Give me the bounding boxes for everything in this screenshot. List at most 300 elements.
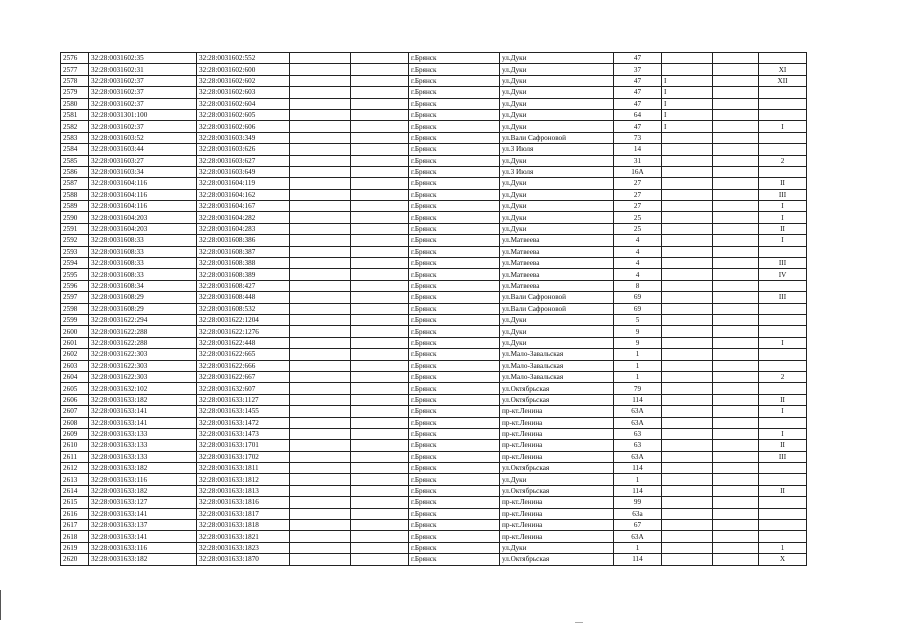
- cadastral-parcel-cell: 32:28:0031622:294: [89, 314, 197, 325]
- cadastral-object-cell: 32:28:0031633:1455: [197, 406, 290, 417]
- row-number-cell: 2598: [61, 303, 89, 314]
- street-cell: ул.Матвеева: [500, 246, 614, 257]
- blank-a-cell: [290, 87, 351, 98]
- street-cell: ул.Дуки: [500, 87, 614, 98]
- building-cell: [662, 223, 713, 234]
- blank-b-cell: [351, 269, 409, 280]
- cadastral-parcel-cell: 32:28:0031633:141: [89, 417, 197, 428]
- building-cell: [662, 292, 713, 303]
- house-cell: 1: [614, 474, 662, 485]
- cadastral-parcel-cell: 32:28:0031608:29: [89, 292, 197, 303]
- blank-b-cell: [351, 360, 409, 371]
- room-cell: III: [759, 258, 807, 269]
- blank-c-cell: [713, 326, 759, 337]
- city-cell: г.Брянск: [409, 109, 500, 120]
- blank-a-cell: [290, 508, 351, 519]
- blank-c-cell: [713, 64, 759, 75]
- room-cell: [759, 280, 807, 291]
- cadastral-parcel-cell: 32:28:0031602:37: [89, 87, 197, 98]
- blank-b-cell: [351, 406, 409, 417]
- city-cell: г.Брянск: [409, 463, 500, 474]
- house-cell: 8: [614, 280, 662, 291]
- building-cell: [662, 383, 713, 394]
- row-number-cell: 2616: [61, 508, 89, 519]
- row-number-cell: 2580: [61, 98, 89, 109]
- cadastral-object-cell: 32:28:0031633:1817: [197, 508, 290, 519]
- room-cell: I: [759, 428, 807, 439]
- cadastral-object-cell: 32:28:0031602:602: [197, 75, 290, 86]
- cadastral-object-cell: 32:28:0031602:552: [197, 53, 290, 64]
- building-cell: [662, 303, 713, 314]
- table-row: [61, 542, 807, 553]
- table-row: [61, 223, 807, 234]
- room-cell: X: [759, 554, 807, 565]
- table-row: [61, 144, 807, 155]
- room-cell: I: [759, 121, 807, 132]
- row-number-cell: 2595: [61, 269, 89, 280]
- room-cell: [759, 520, 807, 531]
- street-cell: ул.Дуки: [500, 542, 614, 553]
- city-cell: г.Брянск: [409, 75, 500, 86]
- row-number-cell: 2600: [61, 326, 89, 337]
- blank-b-cell: [351, 463, 409, 474]
- street-cell: ул.Вали Сафроновой: [500, 303, 614, 314]
- house-cell: 67: [614, 520, 662, 531]
- cadastral-object-cell: 32:28:0031622:667: [197, 371, 290, 382]
- room-cell: [759, 314, 807, 325]
- house-cell: 114: [614, 554, 662, 565]
- row-number-cell: 2614: [61, 485, 89, 496]
- building-cell: I: [662, 109, 713, 120]
- row-number-cell: 2612: [61, 463, 89, 474]
- blank-a-cell: [290, 258, 351, 269]
- street-cell: ул.Дуки: [500, 189, 614, 200]
- room-cell: III: [759, 189, 807, 200]
- blank-c-cell: [713, 53, 759, 64]
- cadastral-object-cell: 32:28:0031632:607: [197, 383, 290, 394]
- cadastral-parcel-cell: 32:28:0031602:35: [89, 53, 197, 64]
- city-cell: г.Брянск: [409, 258, 500, 269]
- row-number-cell: 2576: [61, 53, 89, 64]
- blank-a-cell: [290, 189, 351, 200]
- cadastral-object-cell: 32:28:0031622:1276: [197, 326, 290, 337]
- table-row: [61, 520, 807, 531]
- cadastral-parcel-cell: 32:28:0031608:33: [89, 235, 197, 246]
- room-cell: III: [759, 292, 807, 303]
- blank-c-cell: [713, 451, 759, 462]
- blank-c-cell: [713, 383, 759, 394]
- city-cell: г.Брянск: [409, 121, 500, 132]
- blank-b-cell: [351, 326, 409, 337]
- house-cell: 64: [614, 109, 662, 120]
- cadastral-parcel-cell: 32:28:0031602:31: [89, 64, 197, 75]
- building-cell: [662, 132, 713, 143]
- blank-c-cell: [713, 109, 759, 120]
- cadastral-parcel-cell: 32:28:0031604:203: [89, 212, 197, 223]
- row-number-cell: 2611: [61, 451, 89, 462]
- cadastral-object-cell: 32:28:0031608:386: [197, 235, 290, 246]
- cadastral-object-cell: 32:28:0031633:1702: [197, 451, 290, 462]
- cadastral-parcel-cell: 32:28:0031633:141: [89, 531, 197, 542]
- building-cell: I: [662, 121, 713, 132]
- house-cell: 73: [614, 132, 662, 143]
- street-cell: ул.Дуки: [500, 53, 614, 64]
- cadastral-parcel-cell: 32:28:0031604:116: [89, 178, 197, 189]
- blank-c-cell: [713, 337, 759, 348]
- cadastral-object-cell: 32:28:0031622:448: [197, 337, 290, 348]
- blank-b-cell: [351, 75, 409, 86]
- blank-c-cell: [713, 520, 759, 531]
- blank-b-cell: [351, 497, 409, 508]
- blank-a-cell: [290, 166, 351, 177]
- cadastral-parcel-cell: 32:28:0031608:34: [89, 280, 197, 291]
- building-cell: [662, 201, 713, 212]
- city-cell: г.Брянск: [409, 64, 500, 75]
- cadastral-object-cell: 32:28:0031602:604: [197, 98, 290, 109]
- house-cell: 25: [614, 212, 662, 223]
- blank-a-cell: [290, 144, 351, 155]
- cadastral-parcel-cell: 32:28:0031633:182: [89, 554, 197, 565]
- city-cell: г.Брянск: [409, 554, 500, 565]
- building-cell: [662, 463, 713, 474]
- street-cell: пр-кт.Ленина: [500, 497, 614, 508]
- house-cell: 114: [614, 485, 662, 496]
- blank-c-cell: [713, 98, 759, 109]
- street-cell: ул.Октябрьская: [500, 485, 614, 496]
- table-row: [61, 497, 807, 508]
- city-cell: г.Брянск: [409, 269, 500, 280]
- building-cell: [662, 406, 713, 417]
- room-cell: [759, 463, 807, 474]
- room-cell: [759, 87, 807, 98]
- blank-a-cell: [290, 428, 351, 439]
- table-row: [61, 292, 807, 303]
- cadastral-object-cell: 32:28:0031604:167: [197, 201, 290, 212]
- blank-b-cell: [351, 292, 409, 303]
- house-cell: 63: [614, 440, 662, 451]
- blank-a-cell: [290, 75, 351, 86]
- cadastral-parcel-cell: 32:28:0031633:182: [89, 463, 197, 474]
- city-cell: г.Брянск: [409, 178, 500, 189]
- table-row: [61, 98, 807, 109]
- house-cell: 114: [614, 394, 662, 405]
- table-row: [61, 246, 807, 257]
- city-cell: г.Брянск: [409, 542, 500, 553]
- room-cell: [759, 349, 807, 360]
- building-cell: [662, 189, 713, 200]
- street-cell: ул.Матвеева: [500, 258, 614, 269]
- city-cell: г.Брянск: [409, 440, 500, 451]
- blank-b-cell: [351, 178, 409, 189]
- city-cell: г.Брянск: [409, 520, 500, 531]
- table-row: [61, 326, 807, 337]
- blank-c-cell: [713, 406, 759, 417]
- room-cell: 1: [759, 542, 807, 553]
- row-number-cell: 2582: [61, 121, 89, 132]
- cadastral-object-cell: 32:28:0031602:605: [197, 109, 290, 120]
- table-row: [61, 75, 807, 86]
- row-number-cell: 2579: [61, 87, 89, 98]
- blank-c-cell: [713, 360, 759, 371]
- cadastral-object-cell: 32:28:0031604:283: [197, 223, 290, 234]
- cadastral-parcel-cell: 32:28:0031633:116: [89, 542, 197, 553]
- room-cell: I: [759, 337, 807, 348]
- blank-a-cell: [290, 383, 351, 394]
- building-cell: [662, 144, 713, 155]
- street-cell: ул.Дуки: [500, 337, 614, 348]
- blank-a-cell: [290, 132, 351, 143]
- cadastral-parcel-cell: 32:28:0031633:141: [89, 406, 197, 417]
- blank-c-cell: [713, 258, 759, 269]
- table-row: [61, 53, 807, 64]
- room-cell: II: [759, 485, 807, 496]
- row-number-cell: 2584: [61, 144, 89, 155]
- building-cell: [662, 269, 713, 280]
- city-cell: г.Брянск: [409, 337, 500, 348]
- house-cell: 4: [614, 246, 662, 257]
- blank-a-cell: [290, 201, 351, 212]
- city-cell: г.Брянск: [409, 303, 500, 314]
- cadastral-object-cell: 32:28:0031633:1821: [197, 531, 290, 542]
- cadastral-parcel-cell: 32:28:0031632:102: [89, 383, 197, 394]
- cadastral-parcel-cell: 32:28:0031603:27: [89, 155, 197, 166]
- house-cell: 63А: [614, 417, 662, 428]
- blank-b-cell: [351, 64, 409, 75]
- building-cell: I: [662, 87, 713, 98]
- house-cell: 31: [614, 155, 662, 166]
- blank-c-cell: [713, 394, 759, 405]
- blank-a-cell: [290, 474, 351, 485]
- street-cell: ул.Дуки: [500, 223, 614, 234]
- table-row: [61, 406, 807, 417]
- row-number-cell: 2602: [61, 349, 89, 360]
- cadastral-object-cell: 32:28:0031604:119: [197, 178, 290, 189]
- blank-c-cell: [713, 178, 759, 189]
- room-cell: II: [759, 440, 807, 451]
- blank-c-cell: [713, 371, 759, 382]
- city-cell: г.Брянск: [409, 132, 500, 143]
- table-row: [61, 212, 807, 223]
- building-cell: I: [662, 98, 713, 109]
- table-row: [61, 474, 807, 485]
- cadastral-parcel-cell: 32:28:0031602:37: [89, 98, 197, 109]
- cadastral-parcel-cell: 32:28:0031633:182: [89, 485, 197, 496]
- blank-c-cell: [713, 144, 759, 155]
- building-cell: [662, 235, 713, 246]
- row-number-cell: 2594: [61, 258, 89, 269]
- blank-a-cell: [290, 417, 351, 428]
- cadastral-object-cell: 32:28:0031603:649: [197, 166, 290, 177]
- blank-c-cell: [713, 235, 759, 246]
- cadastral-object-cell: 32:28:0031622:666: [197, 360, 290, 371]
- blank-b-cell: [351, 394, 409, 405]
- house-cell: 4: [614, 235, 662, 246]
- street-cell: ул.Вали Сафроновой: [500, 132, 614, 143]
- blank-a-cell: [290, 155, 351, 166]
- building-cell: [662, 520, 713, 531]
- blank-b-cell: [351, 371, 409, 382]
- blank-b-cell: [351, 258, 409, 269]
- cadastral-object-cell: 32:28:0031633:1813: [197, 485, 290, 496]
- blank-a-cell: [290, 292, 351, 303]
- row-number-cell: 2613: [61, 474, 89, 485]
- street-cell: пр-кт.Ленина: [500, 440, 614, 451]
- cadastral-parcel-cell: 32:28:0031604:203: [89, 223, 197, 234]
- table-row: [61, 201, 807, 212]
- blank-a-cell: [290, 337, 351, 348]
- building-cell: [662, 542, 713, 553]
- table-row: [61, 337, 807, 348]
- cadastral-parcel-cell: 32:28:0031633:133: [89, 428, 197, 439]
- house-cell: 1: [614, 542, 662, 553]
- row-number-cell: 2577: [61, 64, 89, 75]
- cadastral-parcel-cell: 32:28:0031622:303: [89, 371, 197, 382]
- house-cell: 5: [614, 314, 662, 325]
- cadastral-object-cell: 32:28:0031604:282: [197, 212, 290, 223]
- room-cell: [759, 508, 807, 519]
- cadastral-object-cell: 32:28:0031622:665: [197, 349, 290, 360]
- row-number-cell: 2578: [61, 75, 89, 86]
- cadastral-parcel-cell: 32:28:0031633:133: [89, 440, 197, 451]
- row-number-cell: 2618: [61, 531, 89, 542]
- blank-a-cell: [290, 451, 351, 462]
- house-cell: 69: [614, 292, 662, 303]
- row-number-cell: 2583: [61, 132, 89, 143]
- building-cell: [662, 417, 713, 428]
- blank-a-cell: [290, 349, 351, 360]
- cadastral-object-cell: 32:28:0031604:162: [197, 189, 290, 200]
- street-cell: ул.Октябрьская: [500, 394, 614, 405]
- building-cell: [662, 314, 713, 325]
- cadastral-parcel-cell: 32:28:0031603:34: [89, 166, 197, 177]
- cadastral-object-cell: 32:28:0031603:627: [197, 155, 290, 166]
- city-cell: г.Брянск: [409, 326, 500, 337]
- street-cell: ул.Матвеева: [500, 235, 614, 246]
- room-cell: [759, 360, 807, 371]
- cadastral-parcel-cell: 32:28:0031604:116: [89, 189, 197, 200]
- row-number-cell: 2617: [61, 520, 89, 531]
- room-cell: [759, 98, 807, 109]
- room-cell: III: [759, 451, 807, 462]
- blank-c-cell: [713, 292, 759, 303]
- street-cell: ул.Октябрьская: [500, 554, 614, 565]
- room-cell: [759, 474, 807, 485]
- blank-b-cell: [351, 223, 409, 234]
- house-cell: 47: [614, 53, 662, 64]
- city-cell: г.Брянск: [409, 144, 500, 155]
- building-cell: I: [662, 75, 713, 86]
- table-row: [61, 360, 807, 371]
- street-cell: пр-кт.Ленина: [500, 531, 614, 542]
- room-cell: II: [759, 223, 807, 234]
- cadastral-parcel-cell: 32:28:0031633:182: [89, 394, 197, 405]
- street-cell: пр-кт.Ленина: [500, 428, 614, 439]
- table-row: [61, 508, 807, 519]
- building-cell: [662, 246, 713, 257]
- street-cell: ул.Дуки: [500, 64, 614, 75]
- city-cell: г.Брянск: [409, 235, 500, 246]
- row-number-cell: 2610: [61, 440, 89, 451]
- blank-c-cell: [713, 497, 759, 508]
- table-row: [61, 383, 807, 394]
- blank-c-cell: [713, 201, 759, 212]
- page-edge-line: [0, 590, 1, 620]
- street-cell: ул.3 Июля: [500, 166, 614, 177]
- house-cell: 9: [614, 326, 662, 337]
- table-row: [61, 440, 807, 451]
- row-number-cell: 2596: [61, 280, 89, 291]
- street-cell: пр-кт.Ленина: [500, 451, 614, 462]
- row-number-cell: 2606: [61, 394, 89, 405]
- building-cell: [662, 349, 713, 360]
- room-cell: [759, 246, 807, 257]
- street-cell: ул.Октябрьская: [500, 383, 614, 394]
- blank-b-cell: [351, 349, 409, 360]
- table-row: [61, 178, 807, 189]
- building-cell: [662, 53, 713, 64]
- house-cell: 63А: [614, 406, 662, 417]
- cadastral-object-cell: 32:28:0031603:349: [197, 132, 290, 143]
- cadastral-parcel-cell: 32:28:0031608:33: [89, 258, 197, 269]
- row-number-cell: 2607: [61, 406, 89, 417]
- building-cell: [662, 326, 713, 337]
- room-cell: I: [759, 201, 807, 212]
- building-cell: [662, 531, 713, 542]
- row-number-cell: 2620: [61, 554, 89, 565]
- street-cell: ул.Дуки: [500, 178, 614, 189]
- cadastral-parcel-cell: 32:28:0031633:116: [89, 474, 197, 485]
- city-cell: г.Брянск: [409, 451, 500, 462]
- cadastral-parcel-cell: 32:28:0031622:288: [89, 337, 197, 348]
- street-cell: ул.Октябрьская: [500, 463, 614, 474]
- room-cell: 2: [759, 371, 807, 382]
- building-cell: [662, 440, 713, 451]
- room-cell: [759, 132, 807, 143]
- city-cell: г.Брянск: [409, 212, 500, 223]
- blank-c-cell: [713, 542, 759, 553]
- house-cell: 63А: [614, 451, 662, 462]
- blank-b-cell: [351, 109, 409, 120]
- blank-b-cell: [351, 98, 409, 109]
- city-cell: г.Брянск: [409, 246, 500, 257]
- city-cell: г.Брянск: [409, 223, 500, 234]
- blank-a-cell: [290, 394, 351, 405]
- row-number-cell: 2588: [61, 189, 89, 200]
- cadastral-parcel-cell: 32:28:0031602:37: [89, 75, 197, 86]
- room-cell: [759, 53, 807, 64]
- cadastral-object-cell: 32:28:0031602:600: [197, 64, 290, 75]
- house-cell: 69: [614, 303, 662, 314]
- table-row: [61, 132, 807, 143]
- building-cell: [662, 337, 713, 348]
- blank-a-cell: [290, 497, 351, 508]
- table-row: [61, 109, 807, 120]
- row-number-cell: 2592: [61, 235, 89, 246]
- cadastral-parcel-cell: 32:28:0031622:288: [89, 326, 197, 337]
- room-cell: [759, 417, 807, 428]
- room-cell: [759, 383, 807, 394]
- table-row: [61, 166, 807, 177]
- table-row: [61, 394, 807, 405]
- cadastral-object-cell: 32:28:0031633:1870: [197, 554, 290, 565]
- blank-c-cell: [713, 485, 759, 496]
- blank-b-cell: [351, 235, 409, 246]
- cadastral-object-cell: 32:28:0031633:1701: [197, 440, 290, 451]
- table-row: [61, 64, 807, 75]
- street-cell: ул.Дуки: [500, 314, 614, 325]
- blank-a-cell: [290, 246, 351, 257]
- blank-a-cell: [290, 109, 351, 120]
